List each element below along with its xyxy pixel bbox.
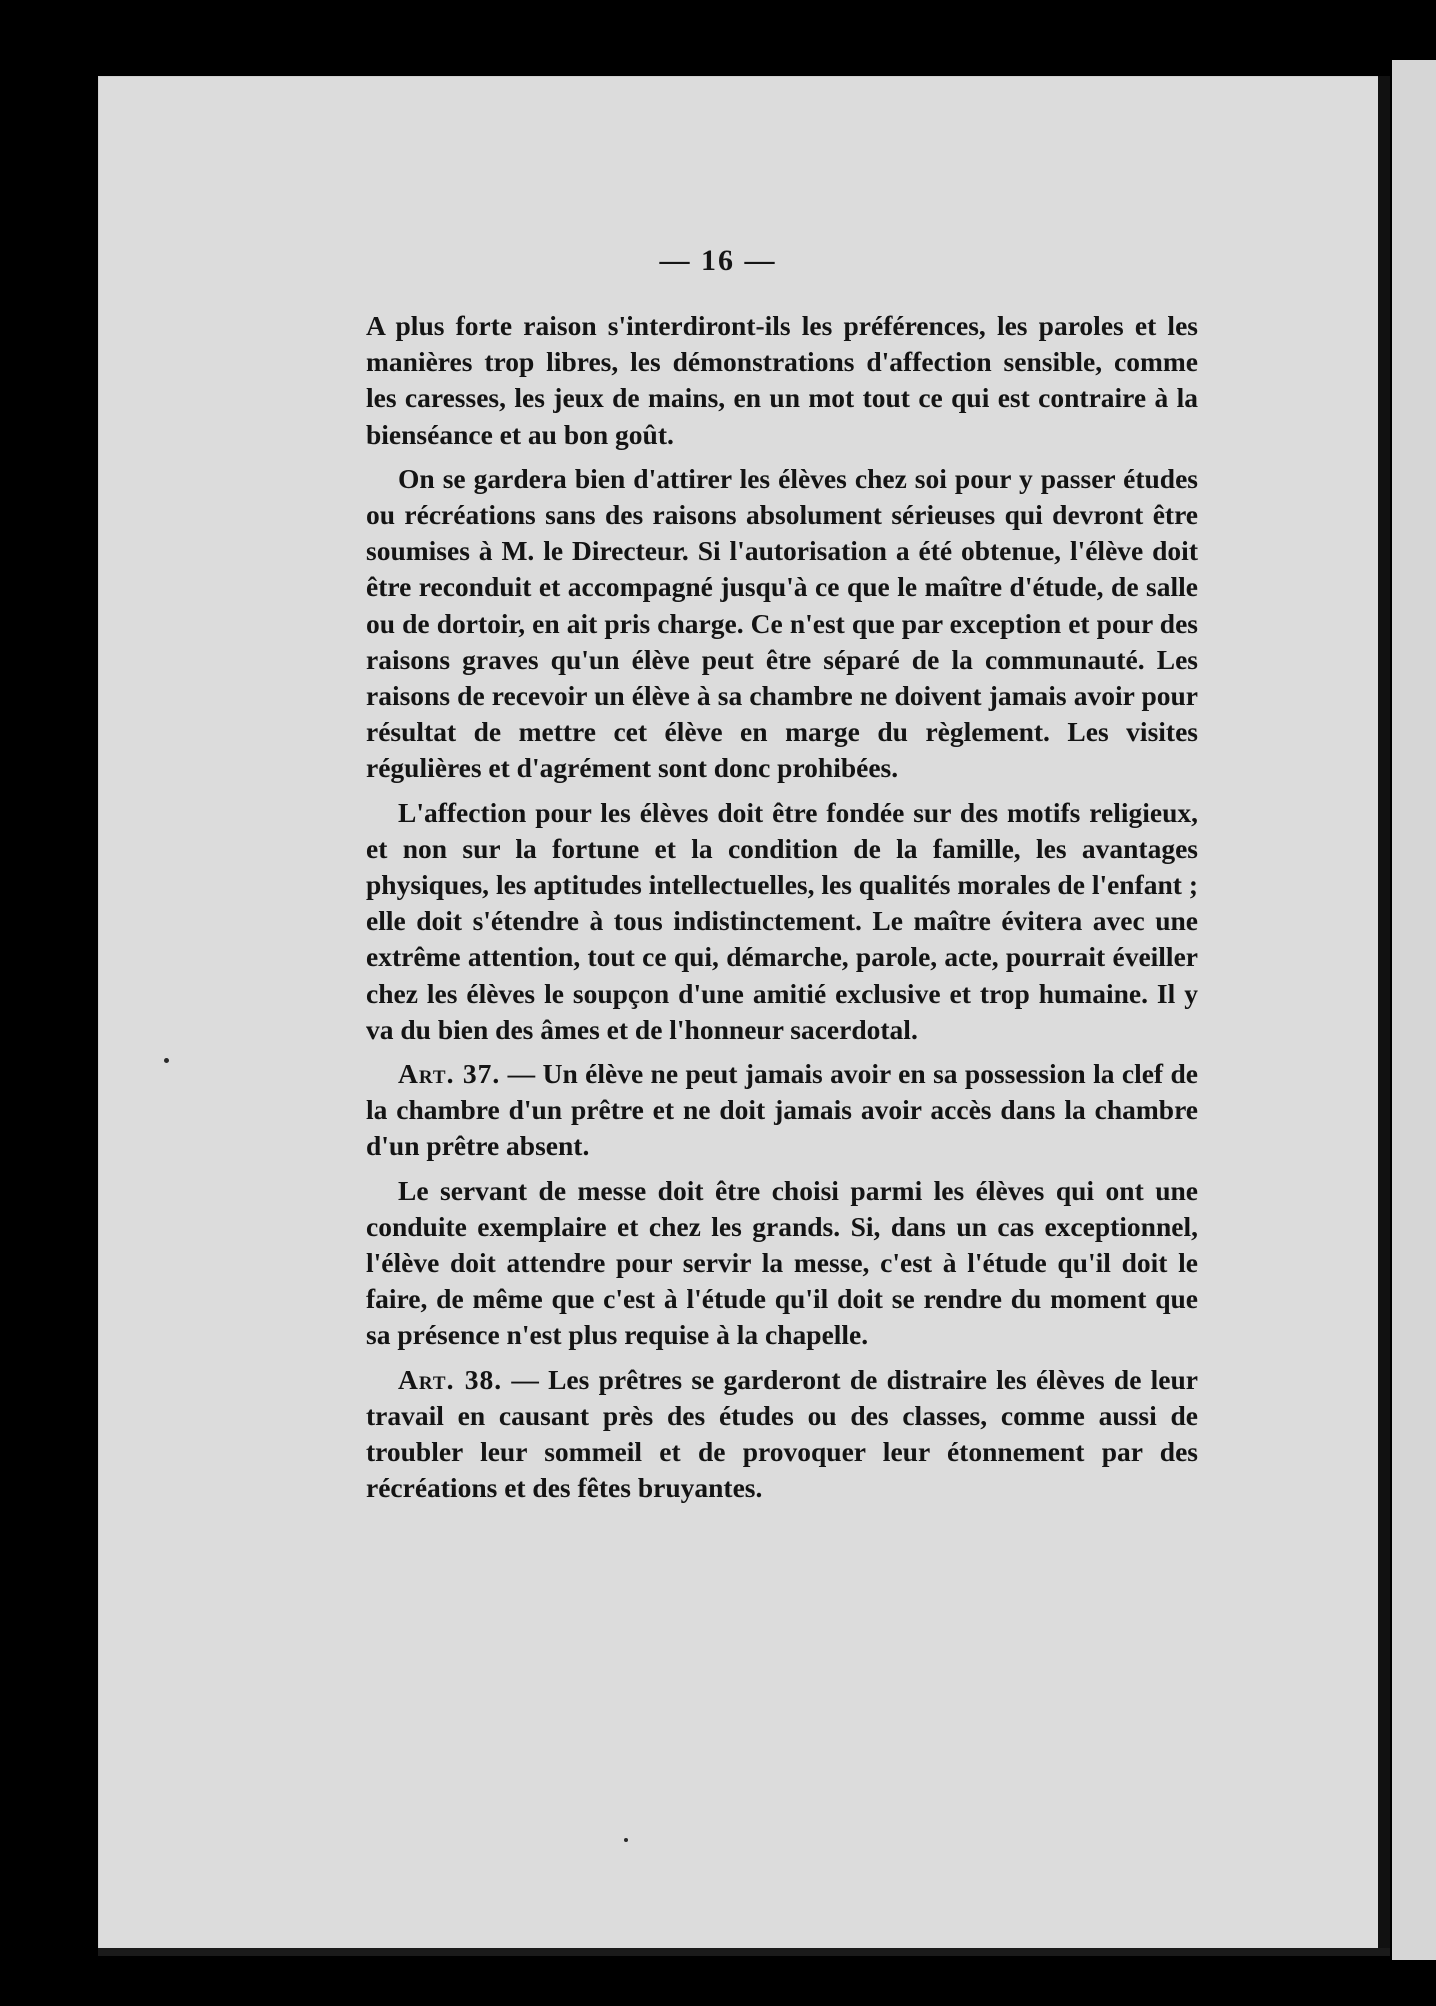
paragraph-text: L'affection pour les élèves doit être fondée sur des motifs religieux, et non sur la fortune et la condition de la famille, les avantages physiques, les aptitudes intellectuelles, les qualités morales de l'enfant ; elle doit s'étendre à tous indistinctement. Le maître évitera avec une extrême attention, tout ce qui, démarche, parole, acte, pourrait éveiller chez les élèves le soupçon d'une amitié exclusive et trop humaine. Il y va du bien des âmes et de l'honneur sacerdotal. (366, 796, 1198, 1045)
body-text (366, 308, 1198, 1507)
paragraph-text: — Un élève ne peut jamais avoir en sa possession la clef de la chambre d'un prêtre et ne doit jamais avoir accès dans la chambre d'un prêtre absent. (366, 1058, 1199, 1162)
paragraph-text: On se gardera bien d'attirer les élèves chez soi pour y passer études ou récréations sans des raisons absolument sérieuses qui devront être soumises à M. le Directeur. Si l'autorisation a été obtenue, l'élève doit être reconduit et accompagné jusqu'à ce que le maître d'étude, de salle ou de dortoir, en ait pris charge. Ce n'est que par exception et pour des raisons graves qu'un élève peut être séparé de la communauté. Les raisons de recevoir un élève à sa chambre ne doivent jamais avoir pour résultat de mettre cet élève en marge du règlement. Les visites régulières et d'agrément sont donc prohibées. (366, 462, 1198, 784)
paragraph (366, 461, 1198, 787)
page-number: — 16 — (659, 244, 777, 277)
article-paragraph (366, 1056, 1198, 1165)
page-binding-edge (1378, 76, 1390, 1952)
paragraph-text: Le servant de messe doit être choisi parmi les élèves qui ont une conduite exemplaire et chez les grands. Si, dans un cas exceptionnel, l'élève doit attendre pour servir la messe, c'est à l'étude qu'il doit le faire, de même que c'est à l'étude qu'il doit se rendre du moment que sa présence n'est plus requise à la chapelle. (366, 1174, 1198, 1351)
paragraph-text: — Les prêtres se garderont de distraire les élèves de leur travail en causant près des études ou des classes, comme aussi de troubler leur sommeil et de provoquer leur étonnement par des récréations et des fêtes bruyantes. (366, 1363, 1198, 1504)
adjacent-page-edge (1392, 60, 1436, 1960)
paragraph (366, 308, 1198, 453)
scan-speck (624, 1838, 628, 1842)
paragraph (366, 1173, 1198, 1354)
article-label: Art. 37. (398, 1058, 501, 1090)
paragraph (366, 795, 1198, 1048)
article-paragraph (366, 1362, 1198, 1507)
article-label: Art. 38. (398, 1363, 503, 1395)
page-bottom-shadow (98, 1948, 1390, 1956)
scan-speck (164, 1058, 169, 1063)
paragraph-text: A plus forte raison s'interdiront-ils les préférences, les paroles et les manières trop libres, les démonstrations d'affection sensible, comme les caresses, les jeux de mains, en un mot tout ce qui est contraire à la bienséance et au bon goût. (366, 310, 1198, 450)
